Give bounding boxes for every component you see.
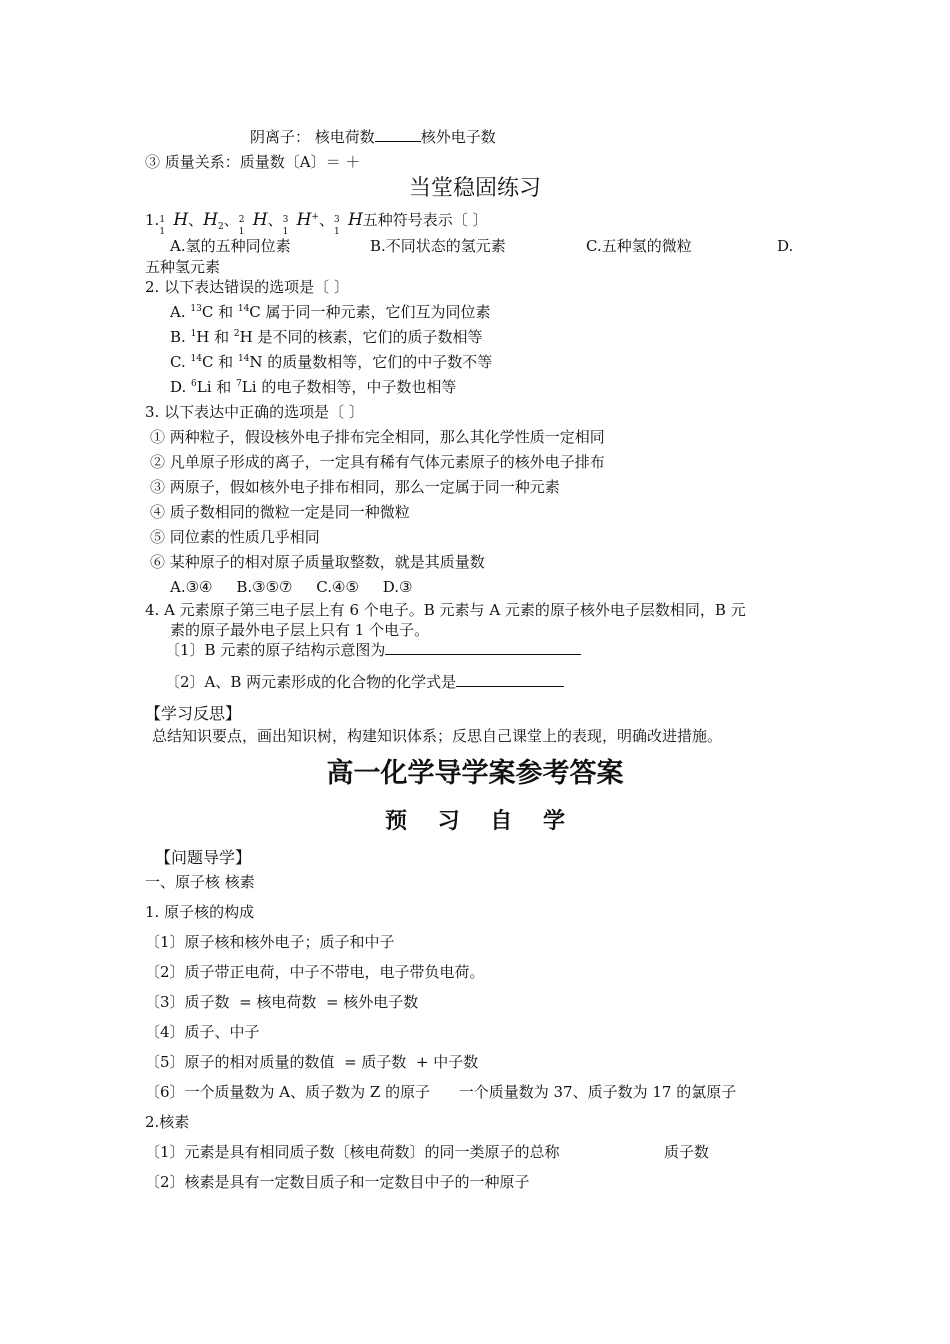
answer-item: 〔2〕质子带正电荷，中子不带电，电子带负电荷。 (145, 963, 485, 981)
practice-title: 当堂稳固练习 (408, 176, 541, 201)
anion-label-end: 核外电子数 (420, 128, 496, 146)
blank-line (375, 127, 421, 142)
answer-item: 〔6〕一个质量数为 A、质子数为 Z 的原子 一个质量数为 37、质子数为 17 的氯原子 (145, 1083, 737, 1101)
q1-option-d: D. (777, 237, 794, 255)
q3-item: ① 两种粒子，假设核外电子排布完全相同，那么其化学性质一定相同 (150, 428, 605, 446)
reflection-heading: 【学习反思】 (145, 704, 242, 723)
nuclide-t-plus: 3 1 (282, 215, 289, 237)
nuclide-t: 3 1 (333, 215, 340, 237)
q2-option-d: D. $^6$Li 和 $^7$Li 的电子数相等，中子数也相等 (170, 378, 457, 396)
q1-option-c: C.五种氢的微粒 (586, 237, 692, 255)
answers-p2: 2.核素 (145, 1113, 190, 1131)
q1-stem: 五种符号表示〔 〕 (362, 211, 488, 229)
q3-item: ⑤ 同位素的性质几乎相同 (150, 528, 320, 546)
q3-item: ④ 质子数相同的微粒一定是同一种微粒 (150, 503, 410, 521)
answer-item: 〔1〕原子核和核外电子；质子和中子 (145, 933, 395, 951)
q3-item: ③ 两原子，假如核外电子排布相同，那么一定属于同一种元素 (150, 478, 560, 496)
answer-item: 〔2〕核素是具有一定数目质子和一定数目中子的一种原子 (145, 1173, 530, 1191)
reflection-text: 总结知识要点，画出知识树，构建知识体系；反思自己课堂上的表现，明确改进措施。 (152, 727, 723, 745)
q1-option-a: A.氢的五种同位素 (170, 237, 291, 255)
q2-option-a: A. $^{13}$C 和 $^{14}$C 属于同一种元素，它们互为同位素 (170, 303, 491, 321)
answer-item-value: 质子数 (664, 1143, 710, 1161)
q1-option-b: B.不同状态的氢元素 (370, 237, 506, 255)
q3-stem: 3. 以下表达中正确的选项是〔 〕 (145, 403, 364, 421)
anion-line (250, 127, 496, 147)
answers-part1: 一、原子核 核素 (145, 873, 255, 891)
answer-blank (456, 672, 564, 687)
q3-item: ⑥ 某种原子的相对原子质量取整数，就是其质量数 (150, 553, 485, 571)
answer-item: 〔1〕元素是具有相同质子数〔核电荷数〕的同一类原子的总称 (145, 1143, 560, 1161)
q4-stem-line1: 4. A 元素原子第三电子层上有 6 个电子。B 元素与 A 元素的原子核外电子层数相同，B 元 (145, 601, 746, 619)
q3-item: ② 凡单原子形成的离子，一定具有稀有气体元素原子的核外电子排布 (150, 453, 605, 471)
q4-sub2: 〔2〕A、B 两元素形成的化合物的化学式是 (165, 672, 564, 692)
q1-stem-line: 1. 1 1 H、$H_2$、 2 1 H、 3 1 H+、 3 1 H五种符号表示〔 〕 (145, 210, 488, 237)
q2-option-b: B. $^1$H 和 $^2$H 是不同的核素，它们的质子数相等 (170, 328, 483, 346)
answer-item: 〔3〕质子数 = 核电荷数 = 核外电子数 (145, 993, 419, 1011)
nuclide-h1: 1 1 (159, 215, 166, 237)
nuclide-d: 2 1 (238, 215, 245, 237)
anion-label: 阴离子： 核电荷数 (250, 128, 375, 146)
answer-item: 〔4〕质子、中子 (145, 1023, 260, 1041)
q4-sub1: 〔1〕B 元素的原子结构示意图为 (165, 640, 581, 660)
answer-item: 〔5〕原子的相对质量的数值 = 质子数 + 中子数 (145, 1053, 479, 1071)
q2-stem: 2. 以下表达错误的选项是〔 〕 (145, 278, 349, 296)
q2-option-c: C. $^{14}$C 和 $^{14}$N 的质量数相等，它们的中子数不等 (170, 353, 493, 371)
h2-molecule: H (203, 210, 218, 230)
answers-p1: 1. 原子核的构成 (145, 903, 255, 921)
answers-subtitle: 预 习 自 学 (385, 808, 565, 834)
answers-title: 高一化学导学案参考答案 (326, 758, 624, 789)
answer-blank (385, 640, 581, 655)
answers-section: 【问题导学】 (155, 848, 252, 867)
q1-number: 1. (145, 211, 160, 229)
mass-relation: ③ 质量关系：质量数〔A〕＝ ＋ (145, 153, 361, 171)
q3-options: A.③④ B.③⑤⑦ C.④⑤ D.③ (170, 578, 413, 596)
q1-option-d-cont: 五种氢元素 (145, 258, 221, 276)
q4-stem-line2: 素的原子最外电子层上只有 1 个电子。 (170, 621, 430, 639)
